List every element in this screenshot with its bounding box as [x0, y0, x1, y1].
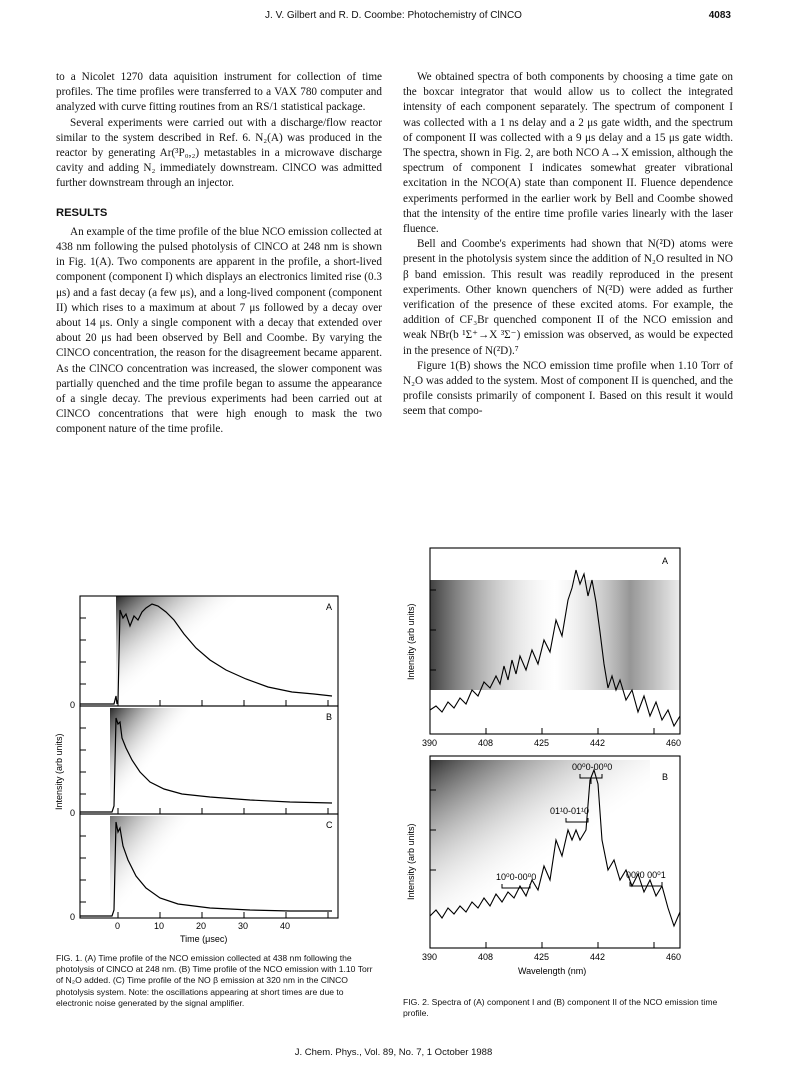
panel-label: A — [662, 556, 669, 566]
text-column-right — [403, 70, 733, 420]
figure-1-caption: FIG. 1. (A) Time profile of the NCO emission collected at 438 nm following the photolysis of ClNCO at 248 nm. (B) Time profile of the NCO emission with 1.10 Torr of N₂O added. (C) Time profile of the NO β emission at 320 nm in the ClNCO photolysis system. Note: the oscillations appearing at short times are due to electronic noise generated by the signal amplifier. — [56, 953, 373, 1008]
peak-annotation: 10⁰0-00⁰0 — [496, 872, 537, 882]
page-number: 4083 — [708, 10, 731, 21]
panel-label: C — [326, 820, 333, 830]
x-tick-label: 30 — [238, 921, 249, 931]
peak-annotation: 00⁰0 00⁰1 — [626, 870, 666, 880]
x-tick-label: 10 — [154, 921, 165, 931]
page-footer: J. Chem. Phys., Vol. 89, No. 7, 1 October 1988 — [294, 1047, 493, 1058]
figure-2-caption: FIG. 2. Spectra of (A) component I and (B) component II of the NCO emission time profile. — [403, 997, 718, 1019]
y-axis-label: Intensity (arb units) — [406, 823, 416, 900]
paragraph: Figure 1(B) shows the NCO emission time profile when 1.10 Torr of N₂O was added to the system. Most of component II is quenched, and the profile consists primarily of component I. Based on this result it would seem that compo- — [403, 359, 733, 418]
x-tick-label: 408 — [478, 738, 494, 748]
figure-1 — [50, 588, 350, 948]
text-column-left — [56, 70, 382, 438]
panel-label: A — [326, 602, 333, 612]
header-title: J. V. Gilbert and R. D. Coombe: Photochemistry of ClNCO — [265, 10, 522, 21]
zero-label: 0 — [70, 700, 76, 710]
section-heading: RESULTS — [56, 206, 108, 219]
x-tick-label: 442 — [590, 738, 606, 748]
peak-annotation: 01¹0-01¹0 — [550, 806, 590, 816]
x-tick-label: 390 — [422, 952, 438, 962]
x-tick-label: 408 — [478, 952, 494, 962]
x-axis-label: Time (μsec) — [180, 934, 228, 944]
x-tick-label: 0 — [115, 921, 121, 931]
paragraph: Several experiments were carried out with a discharge/flow reactor similar to the system described in Ref. 6. N₂(A) was produced in the reactor by generating Ar(³P₀,₂) metastables in a microwave discharge cavity and adding N₂ immediately downstream. ClNCO was admitted further downstream through an injector. — [56, 116, 382, 190]
x-tick-label: 425 — [534, 952, 550, 962]
zero-label: 0 — [70, 808, 76, 818]
paragraph: An example of the time profile of the blue NCO emission collected at 438 nm following the pulsed photolysis of ClNCO at 248 nm is shown in Fig. 1(A). Two components are apparent in the profile, a short-lived component (component I) which displays an electronics limited rise (0.3 μs) and a fast decay (a few μs), and a long-lived component (component II) which rises to a maximum at about 7 μs followed by a decay over about 14 μs. Only a single component with a decay that extended over about 20 μs had been observed by Bell and Coombe. By varying the ClNCO concentration, the reason for the disagreement became apparent. As the ClNCO concentration was increased, the slower component was partially quenched and the time profile began to assume the appearance of a single decay. The previous experiments had been carried out at ClNCO concentrations that were high enough to mask the two component nature of the time profile. — [56, 225, 382, 436]
x-tick-label: 460 — [666, 952, 682, 962]
x-tick-label: 20 — [196, 921, 207, 931]
figure-2 — [400, 540, 700, 985]
y-axis-label: Intensity (arb units) — [54, 733, 64, 810]
panel-label: B — [662, 772, 669, 782]
x-axis-label: Wavelength (nm) — [518, 966, 587, 976]
y-axis-label: Intensity (arb units) — [406, 603, 416, 680]
peak-annotation: 00⁰0-00⁰0 — [572, 762, 613, 772]
paragraph: We obtained spectra of both components by choosing a time gate on the boxcar integrator that would allow us to collect the integrated intensity of each component separately. The spectrum of component I was collected with a 1 ns delay and a 2 μs gate width, and the spectrum of component II was collected with a 9 μs delay and a 15 μs gate width. The spectra, shown in Fig. 2, are both NCO A→X emission, although the spectrum of component I indicates somewhat greater vibrational excitation in the NCO(A) state than component II. Fluence dependence experiments performed in the earlier work by Bell and Coombe showed that the intensity of the entire time profile varies linearly with the laser fluence. — [403, 71, 733, 236]
x-tick-label: 425 — [534, 738, 550, 748]
zero-label: 0 — [70, 912, 76, 922]
x-tick-label: 390 — [422, 738, 438, 748]
paragraph: to a Nicolet 1270 data aquisition instrument for collection of time profiles. The time profiles were transferred to a VAX 780 computer and analyzed with curve fitting routines from an RS/1 statistical package. — [56, 71, 382, 114]
x-tick-label: 460 — [666, 738, 682, 748]
x-tick-label: 40 — [280, 921, 291, 931]
panel-label: B — [326, 712, 333, 722]
x-tick-label: 442 — [590, 952, 606, 962]
paragraph: Bell and Coombe's experiments had shown that N(²D) atoms were present in the photolysis system since the addition of N₂O resulted in NO β band emission. This result was readily reproduced in the present experiments. Other known quenchers of N(²D) were added as further verification of the presence of these excited atoms. For example, the addition of CF₃Br quenched component II of the NCO emission and weak NBr(b ¹Σ⁺→X ³Σ⁻) emission was observed, as would be expected in the presence of N(²D).⁷ — [403, 238, 733, 357]
